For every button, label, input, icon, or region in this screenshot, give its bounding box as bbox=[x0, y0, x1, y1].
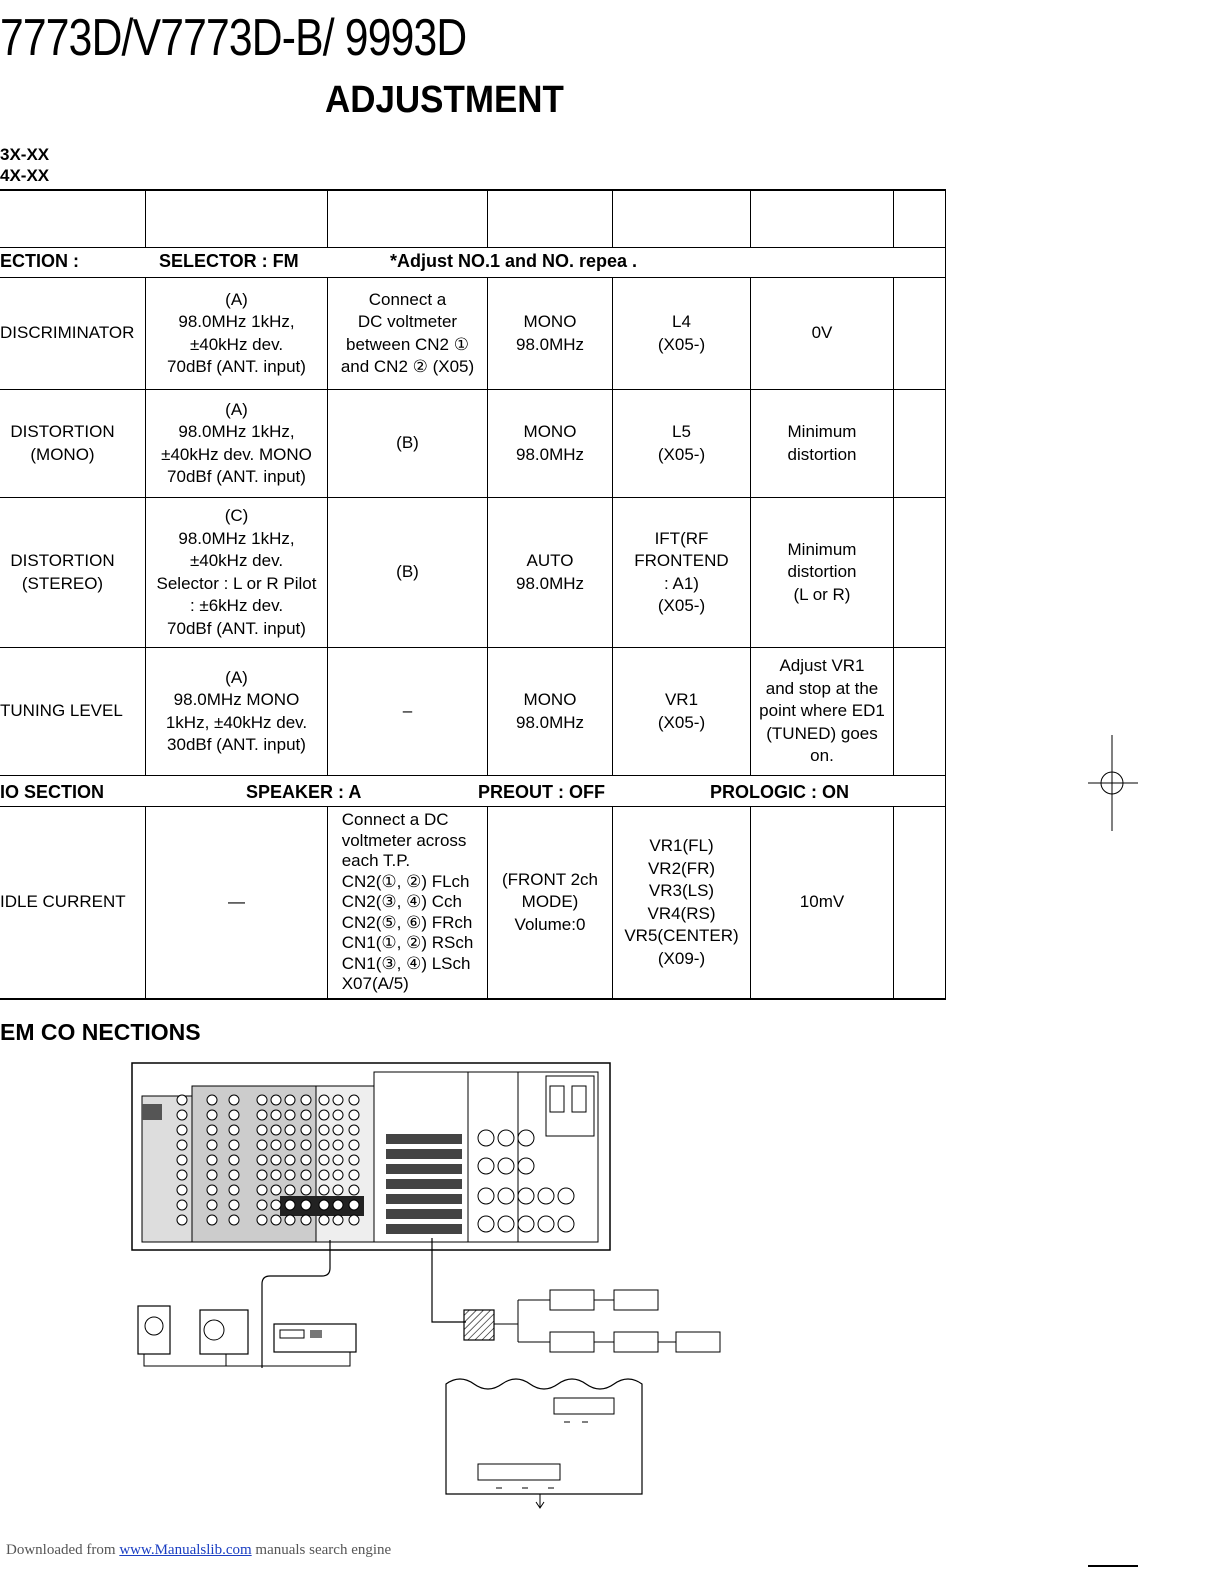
jack-icon bbox=[229, 1140, 239, 1150]
input-cell: (A) 98.0MHz 1kHz, ±40kHz dev. 70dBf (ANT. input) bbox=[167, 289, 306, 376]
setting-cell: (FRONT 2ch MODE) Volume:0 bbox=[501, 869, 599, 934]
item-cell: IDLE CURRENT bbox=[0, 892, 126, 912]
jack-icon bbox=[257, 1095, 267, 1105]
jack-icon bbox=[319, 1110, 329, 1120]
binding-post-icon bbox=[518, 1216, 534, 1232]
value-cell: Minimum distortion bbox=[787, 422, 857, 464]
jack-icon bbox=[177, 1215, 187, 1225]
jack-icon bbox=[271, 1140, 281, 1150]
jack-icon bbox=[285, 1215, 295, 1225]
jack-icon bbox=[333, 1215, 343, 1225]
input-cell: (A) 98.0MHz 1kHz, ±40kHz dev. MONO 70dBf (ANT. input) bbox=[161, 399, 312, 486]
alignment-cell: VR1 (X05-) bbox=[657, 690, 706, 732]
jack-icon bbox=[333, 1140, 343, 1150]
footer-prefix: Downloaded from bbox=[6, 1542, 116, 1558]
table-row bbox=[0, 498, 125, 647]
jack-icon bbox=[207, 1110, 217, 1120]
jack-icon bbox=[207, 1155, 217, 1165]
setting-cell: AUTO 98.0MHz bbox=[515, 551, 585, 593]
binding-post-icon bbox=[518, 1158, 534, 1174]
jack-icon bbox=[349, 1125, 359, 1135]
jack-icon bbox=[257, 1125, 267, 1135]
jack-icon bbox=[257, 1200, 267, 1210]
model-code-2: 4X-XX bbox=[0, 166, 50, 185]
jack-icon bbox=[349, 1185, 359, 1195]
jack-icon bbox=[333, 1200, 343, 1210]
jack-icon bbox=[229, 1155, 239, 1165]
jack-icon bbox=[177, 1200, 187, 1210]
tuner-section-label: ECTION : bbox=[0, 251, 79, 271]
jack-icon bbox=[333, 1155, 343, 1165]
alignment-cell: VR1(FL) VR2(FR) VR3(LS) VR4(RS) VR5(CENTER) (X09-) bbox=[624, 836, 739, 968]
binding-post-icon bbox=[518, 1130, 534, 1146]
manualslib-link[interactable]: www.Manualslib.com bbox=[119, 1542, 252, 1558]
jack-icon bbox=[301, 1110, 311, 1120]
jack-icon bbox=[271, 1170, 281, 1180]
jack-icon bbox=[285, 1155, 295, 1165]
jack-icon bbox=[285, 1185, 295, 1195]
value-cell: Adjust VR1 and stop at the point where ED1 (TUNED) goes on. bbox=[759, 656, 885, 766]
binding-post-icon bbox=[518, 1188, 534, 1204]
jack-icon bbox=[301, 1200, 311, 1210]
jack-icon bbox=[177, 1185, 187, 1195]
binding-post-icon bbox=[478, 1158, 494, 1174]
jack-icon bbox=[301, 1185, 311, 1195]
output-cell: Connect a DC voltmeter across each T.P. CN2(①, ②) FLch CN2(③, ④) Cch CN2(⑤, ⑥) FRch CN1(①, ②) RSch CN1(③, ④) LSch X07(A/5) bbox=[341, 810, 474, 994]
footer-suffix: manuals search engine bbox=[255, 1542, 392, 1558]
jack-icon bbox=[177, 1095, 187, 1105]
jack-icon bbox=[229, 1110, 239, 1120]
jack-icon bbox=[177, 1110, 187, 1120]
binding-post-icon bbox=[498, 1130, 514, 1146]
value-cell: 0V bbox=[811, 323, 833, 343]
jack-icon bbox=[177, 1125, 187, 1135]
jack-icon bbox=[333, 1125, 343, 1135]
binding-post-icon bbox=[538, 1216, 554, 1232]
jack-icon bbox=[271, 1200, 281, 1210]
setting-cell: MONO 98.0MHz bbox=[515, 690, 585, 732]
jack-icon bbox=[285, 1140, 295, 1150]
speaker-label: SPEAKER : A bbox=[246, 782, 362, 802]
input-cell: — bbox=[228, 892, 245, 912]
jack-icon bbox=[301, 1095, 311, 1105]
item-cell: DISCRIMINATOR bbox=[0, 323, 135, 343]
jack-icon bbox=[285, 1125, 295, 1135]
table-row bbox=[0, 648, 145, 775]
input-cell: (C) 98.0MHz 1kHz, ±40kHz dev. Selector : L or R Pilot : ±6kHz dev. 70dBf (ANT. input) bbox=[156, 506, 317, 638]
jack-icon bbox=[271, 1185, 281, 1195]
voltmeter-icon bbox=[138, 1306, 170, 1354]
binding-post-icon bbox=[558, 1216, 574, 1232]
binding-post-icon bbox=[498, 1216, 514, 1232]
binding-post-icon bbox=[538, 1188, 554, 1204]
output-cell: – bbox=[402, 701, 413, 721]
jack-icon bbox=[257, 1215, 267, 1225]
registration-mark-icon bbox=[1088, 735, 1138, 836]
output-cell: (B) bbox=[396, 562, 419, 582]
jack-icon bbox=[333, 1095, 343, 1105]
speaker-terminal-icon bbox=[386, 1179, 462, 1189]
setting-cell: MONO 98.0MHz bbox=[515, 422, 585, 464]
page-mark bbox=[1088, 1565, 1138, 1567]
binding-post-icon bbox=[498, 1158, 514, 1174]
jack-icon bbox=[207, 1215, 217, 1225]
value-cell: 10mV bbox=[799, 892, 845, 912]
item-cell: DISTORTION (STEREO) bbox=[10, 551, 115, 593]
footer bbox=[6, 1542, 391, 1559]
output-cell: (B) bbox=[396, 433, 419, 453]
jack-icon bbox=[319, 1155, 329, 1165]
preout-label: PREOUT : OFF bbox=[478, 782, 605, 802]
jack-icon bbox=[285, 1110, 295, 1120]
jack-icon bbox=[319, 1185, 329, 1195]
jack-icon bbox=[285, 1200, 295, 1210]
jack-icon bbox=[349, 1155, 359, 1165]
adjust-note: *Adjust NO.1 and NO. repea . bbox=[390, 251, 638, 271]
output-cell: Connect a DC voltmeter between CN2 ① and CN2 ② (X05) bbox=[340, 289, 475, 376]
jack-icon bbox=[349, 1110, 359, 1120]
jack-icon bbox=[229, 1215, 239, 1225]
alignment-cell: IFT(RF FRONTEND : A1) (X05-) bbox=[634, 528, 729, 615]
value-cell: Minimum distortion (L or R) bbox=[787, 539, 857, 604]
model-title: 7773D/V7773D-B/ 9993D bbox=[0, 9, 467, 67]
speaker-terminal-icon bbox=[386, 1209, 462, 1219]
prologic-label: PROLOGIC : ON bbox=[710, 782, 849, 802]
jack-icon bbox=[319, 1125, 329, 1135]
table-row bbox=[0, 278, 145, 389]
jack-icon bbox=[207, 1095, 217, 1105]
jack-icon bbox=[229, 1200, 239, 1210]
jack-icon bbox=[257, 1170, 267, 1180]
jack-icon bbox=[349, 1170, 359, 1180]
jack-icon bbox=[301, 1140, 311, 1150]
connection-diagram bbox=[130, 1048, 730, 1512]
setting-cell: MONO 98.0MHz bbox=[515, 312, 585, 354]
jack-icon bbox=[349, 1200, 359, 1210]
jack-icon bbox=[319, 1140, 329, 1150]
jack-icon bbox=[319, 1095, 329, 1105]
jack-icon bbox=[271, 1125, 281, 1135]
jack-icon bbox=[285, 1170, 295, 1180]
jack-icon bbox=[229, 1125, 239, 1135]
binding-post-icon bbox=[558, 1188, 574, 1204]
jack-icon bbox=[349, 1140, 359, 1150]
jack-icon bbox=[271, 1095, 281, 1105]
jack-icon bbox=[207, 1140, 217, 1150]
jack-icon bbox=[207, 1200, 217, 1210]
input-cell: (A) 98.0MHz MONO 1kHz, ±40kHz dev. 30dBf (ANT. input) bbox=[165, 667, 308, 754]
jack-icon bbox=[333, 1185, 343, 1195]
jack-icon bbox=[257, 1110, 267, 1120]
speaker-terminal-icon bbox=[386, 1149, 462, 1159]
jack-icon bbox=[319, 1215, 329, 1225]
jack-icon bbox=[257, 1185, 267, 1195]
binding-post-icon bbox=[498, 1188, 514, 1204]
alignment-cell: L4 (X05-) bbox=[657, 312, 706, 354]
jack-icon bbox=[257, 1140, 267, 1150]
jack-icon bbox=[229, 1185, 239, 1195]
jack-icon bbox=[177, 1140, 187, 1150]
jack-icon bbox=[207, 1170, 217, 1180]
page-title: ADJUSTMENT bbox=[325, 79, 564, 121]
item-cell: TUNING LEVEL bbox=[0, 701, 123, 721]
jack-icon bbox=[349, 1095, 359, 1105]
jack-icon bbox=[207, 1185, 217, 1195]
jack-icon bbox=[229, 1095, 239, 1105]
audio-section-label: IO SECTION bbox=[0, 782, 105, 802]
speaker-terminal-icon bbox=[386, 1194, 462, 1204]
jack-icon bbox=[301, 1125, 311, 1135]
table-row bbox=[0, 390, 125, 497]
jack-icon bbox=[319, 1200, 329, 1210]
jack-icon bbox=[301, 1215, 311, 1225]
item-cell: DISTORTION (MONO) bbox=[10, 422, 115, 464]
speaker-terminal-icon bbox=[386, 1134, 462, 1144]
jack-icon bbox=[319, 1170, 329, 1180]
jack-icon bbox=[229, 1170, 239, 1180]
jack-icon bbox=[271, 1155, 281, 1165]
jack-icon bbox=[301, 1170, 311, 1180]
alignment-cell: L5 (X05-) bbox=[657, 422, 706, 464]
table-row bbox=[0, 807, 145, 998]
jack-icon bbox=[271, 1110, 281, 1120]
antenna-adapter-icon bbox=[464, 1310, 494, 1340]
speaker-terminal-icon bbox=[386, 1224, 462, 1234]
binding-post-icon bbox=[478, 1188, 494, 1204]
model-code-1: 3X-XX bbox=[0, 145, 50, 164]
adjustment-table bbox=[0, 189, 946, 1000]
jack-icon bbox=[285, 1095, 295, 1105]
jack-icon bbox=[333, 1170, 343, 1180]
speaker-terminal-icon bbox=[386, 1164, 462, 1174]
jack-icon bbox=[271, 1215, 281, 1225]
selector-label: SELECTOR : FM bbox=[159, 251, 299, 271]
section-heading: EM CO NECTIONS bbox=[0, 1019, 201, 1045]
jack-icon bbox=[207, 1125, 217, 1135]
jack-icon bbox=[177, 1155, 187, 1165]
binding-post-icon bbox=[478, 1216, 494, 1232]
jack-icon bbox=[333, 1110, 343, 1120]
jack-icon bbox=[301, 1155, 311, 1165]
binding-post-icon bbox=[478, 1130, 494, 1146]
jack-icon bbox=[257, 1155, 267, 1165]
jack-icon bbox=[177, 1170, 187, 1180]
jack-icon bbox=[349, 1215, 359, 1225]
